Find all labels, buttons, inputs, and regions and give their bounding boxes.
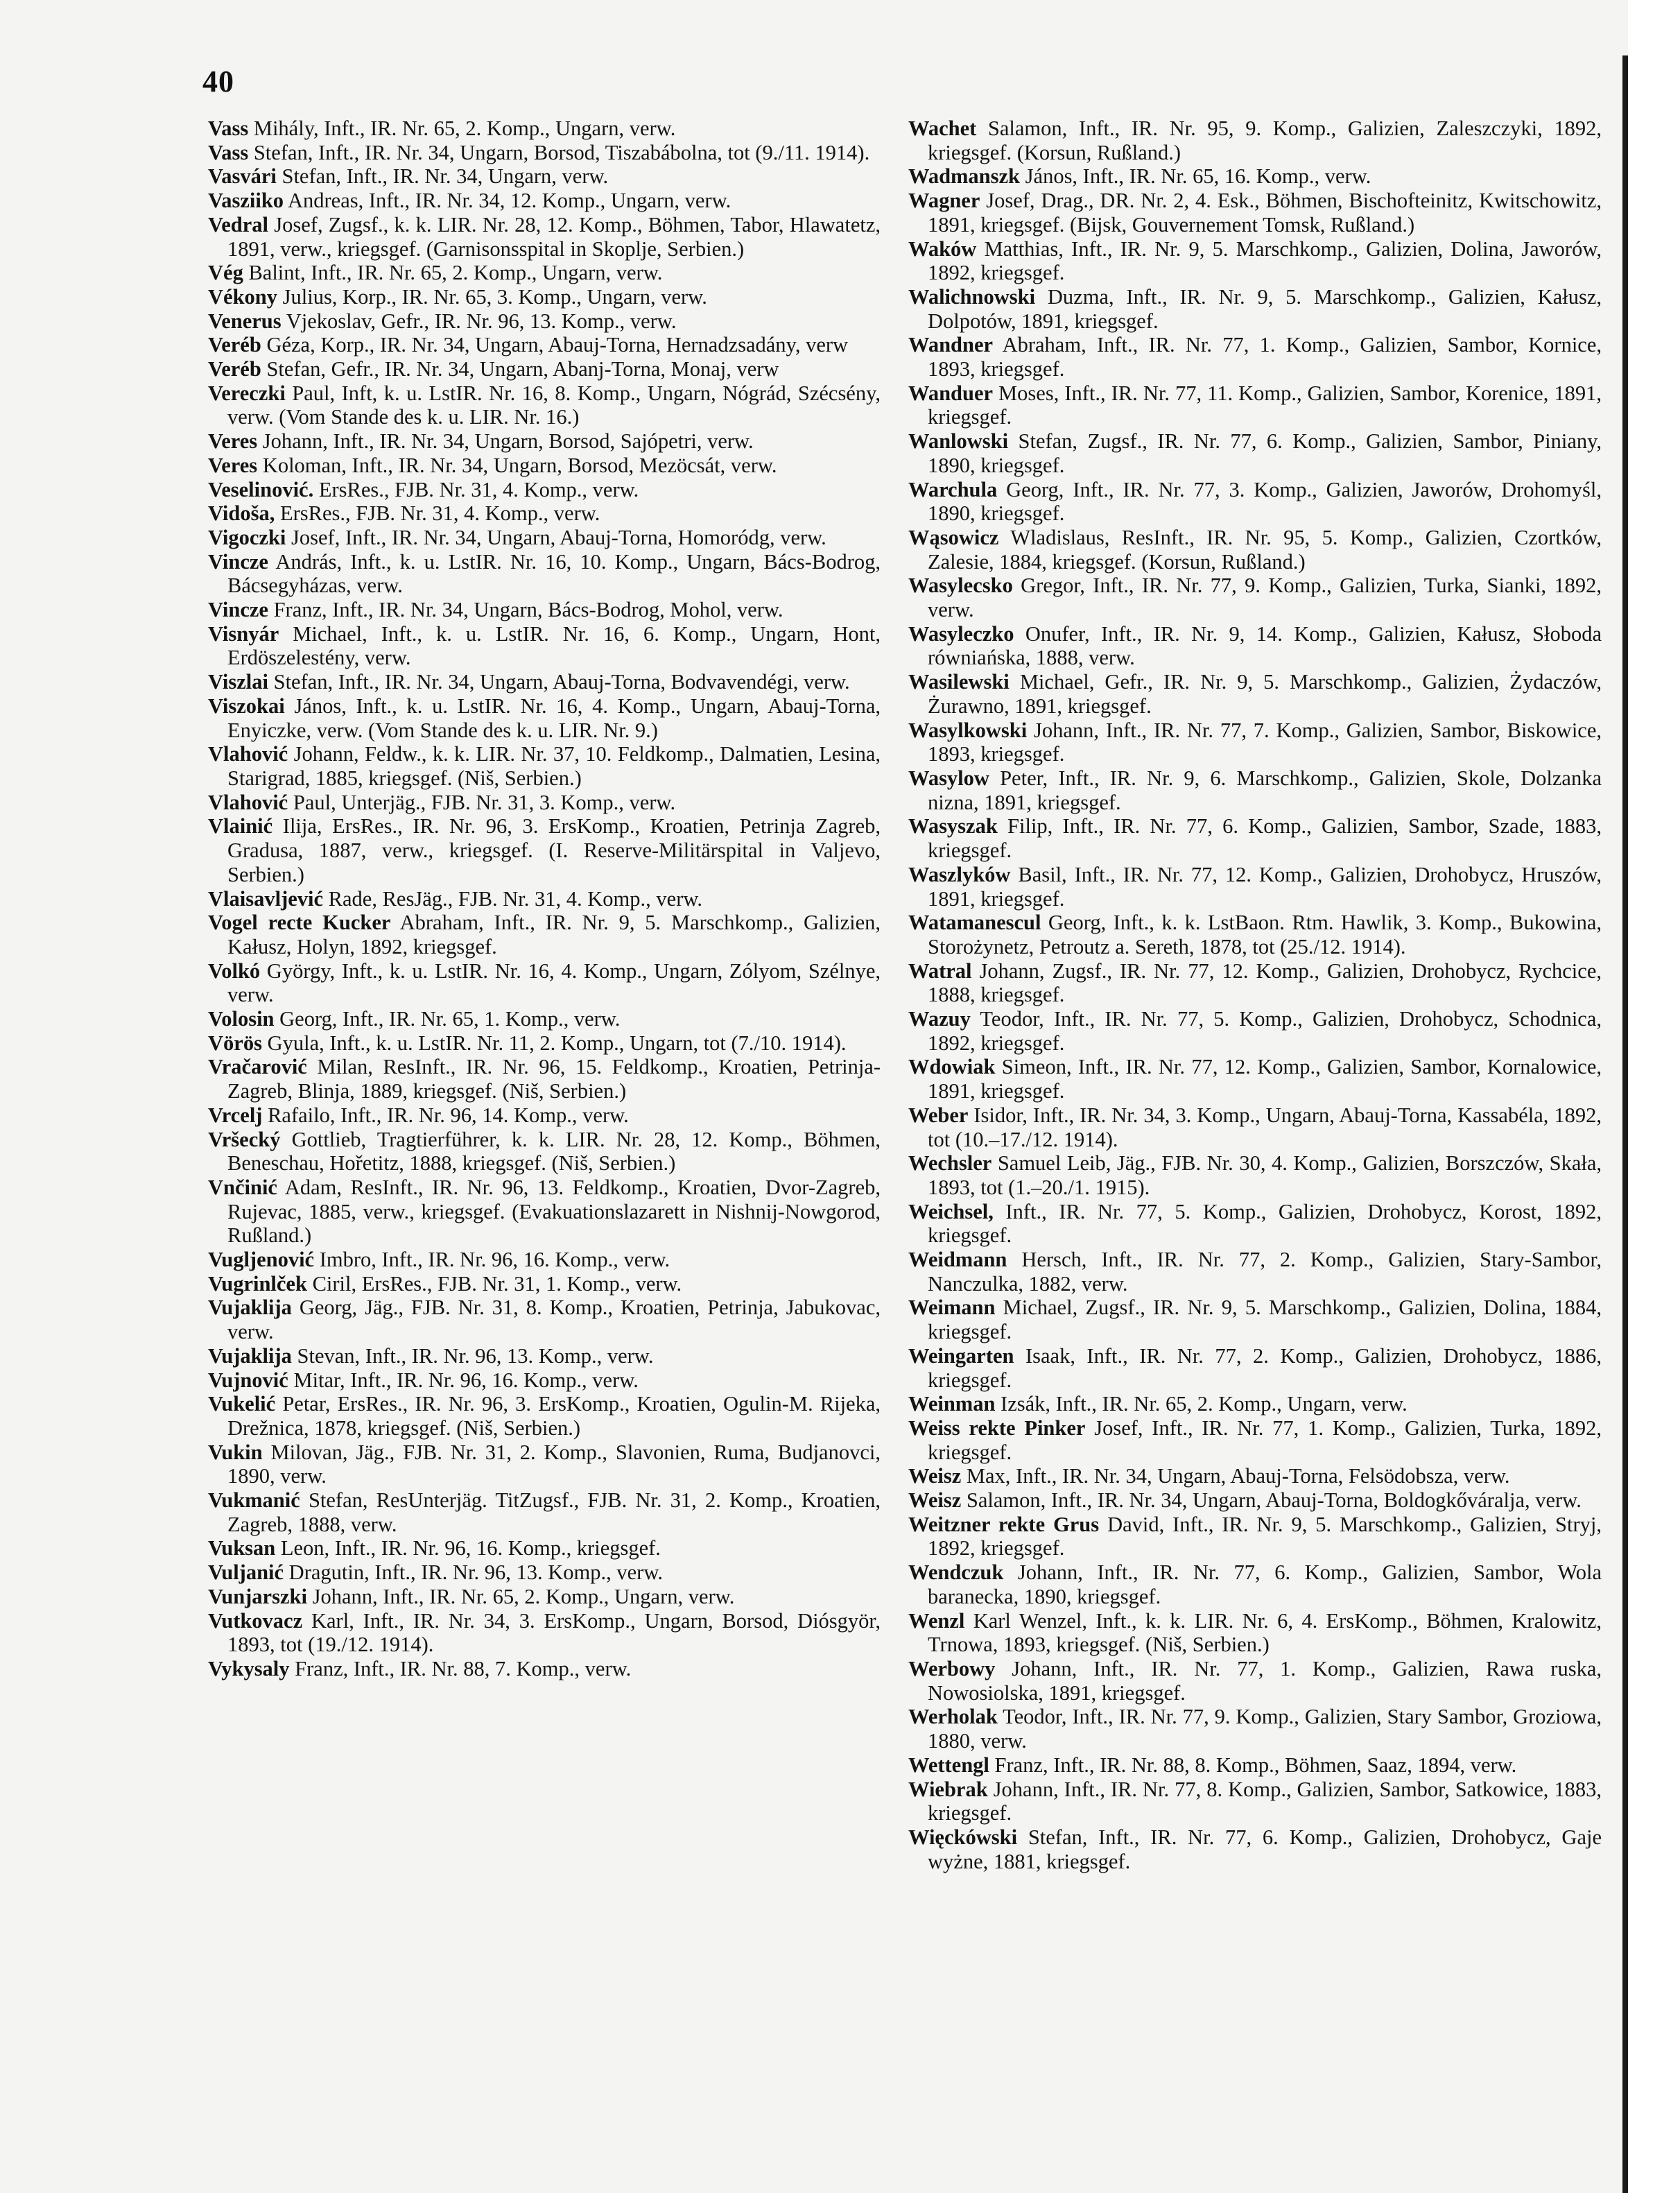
page-number: 40: [202, 64, 234, 98]
entry-surname: Weidmann: [908, 1248, 1007, 1272]
entry-surname: Volkó: [208, 958, 261, 983]
entry-surname: Veres: [208, 453, 258, 477]
list-entry: [908, 1560, 1602, 1608]
entry-details: Vjekoslav, Gefr., IR. Nr. 96, 13. Komp., verw.: [281, 309, 677, 333]
entry-details: Peter, Inft., IR. Nr. 9, 6. Marschkomp., Galizien, Skole, Dolzanka nizna, 1891, kriegsgef.: [928, 766, 1602, 814]
list-entry: [208, 1272, 881, 1296]
entry-details: Stefan, Inft., IR. Nr. 77, 6. Komp., Galizien, Drohobycz, Gaje wyżne, 1881, kriegsgef.: [928, 1825, 1602, 1873]
entry-surname: Vigoczki: [208, 525, 286, 549]
list-entry: [208, 1657, 881, 1681]
entry-details: Géza, Korp., IR. Nr. 34, Ungarn, Abauj-Torna, Hernadzsadány, verw: [261, 333, 849, 357]
entry-details: Johann, Inft., IR. Nr. 77, 7. Komp., Galizien, Sambor, Biskowice, 1893, kriegsgef.: [928, 718, 1602, 766]
entry-details: Ilija, ErsRes., IR. Nr. 96, 3. ErsKomp., Kroatien, Petrinja Zagreb, Gradusa, 1887, verw., kriegsgef. (I. Reserve-Militärspital in Valjevo, Serbien.): [227, 814, 881, 886]
entry-details: Rade, ResJäg., FJB. Nr. 31, 4. Komp., verw.: [323, 886, 703, 911]
list-entry: [208, 742, 881, 790]
entry-surname: Wagner: [908, 189, 980, 213]
entry-surname: Veréb: [208, 333, 261, 357]
entry-surname: Vukelić: [208, 1392, 276, 1416]
list-entry: [208, 1296, 881, 1343]
list-entry: [208, 694, 881, 742]
entry-surname: Weimann: [908, 1296, 996, 1320]
entry-details: Rafailo, Inft., IR. Nr. 96, 14. Komp., verw.: [262, 1103, 629, 1127]
list-entry: [908, 478, 1602, 526]
entry-surname: Vékony: [208, 284, 277, 309]
entry-surname: Weingarten: [908, 1343, 1014, 1368]
list-entry: [208, 1609, 881, 1657]
entry-details: János, Inft., IR. Nr. 65, 16. Komp., verw.: [1020, 164, 1371, 189]
entry-surname: Vidoša,: [208, 501, 275, 526]
entry-details: Stefan, Inft., IR. Nr. 34, Ungarn, Abauj-Torna, Bodvavendégi, verw.: [268, 670, 850, 694]
entry-surname: Wasyszak: [908, 814, 998, 839]
entry-surname: Volosin: [208, 1007, 275, 1031]
entry-details: Mihály, Inft., IR. Nr. 65, 2. Komp., Ungarn, verw.: [248, 117, 676, 140]
entry-surname: Wandner: [908, 333, 994, 357]
list-entry: [908, 429, 1602, 477]
entry-details: Izsák, Inft., IR. Nr. 65, 2. Komp., Ungarn, verw.: [995, 1392, 1408, 1416]
entry-surname: Vršecký: [208, 1127, 281, 1151]
list-entry: [908, 719, 1602, 766]
entry-surname: Vrcelj: [208, 1103, 263, 1127]
entry-surname: Wechsler: [908, 1151, 992, 1176]
list-entry: [208, 478, 881, 502]
entry-details: Mitar, Inft., IR. Nr. 96, 16. Komp., verw.: [288, 1368, 639, 1392]
entry-surname: Vunjarszki: [208, 1584, 307, 1608]
entry-surname: Werholak: [908, 1705, 998, 1729]
list-entry: [908, 863, 1602, 911]
list-entry: [908, 333, 1602, 381]
entry-surname: Vugrinlček: [208, 1271, 307, 1296]
entry-surname: Weber: [908, 1103, 969, 1127]
entry-details: Paul, Inft, k. u. LstIR. Nr. 16, 8. Komp., Ungarn, Nógrád, Szécsény, verw. (Vom Stande des k. u. LIR. Nr. 16.): [227, 381, 881, 429]
entry-surname: Werbowy: [908, 1657, 996, 1680]
list-entry: [208, 1176, 881, 1248]
list-entry: [208, 550, 881, 598]
entry-details: Dragutin, Inft., IR. Nr. 96, 13. Komp., verw.: [284, 1560, 663, 1585]
entry-surname: Vlaisavljević: [208, 886, 324, 911]
entry-surname: Viszokai: [208, 694, 285, 718]
entry-details: Koloman, Inft., IR. Nr. 34, Ungarn, Borsod, Mezöcsát, verw.: [257, 453, 777, 477]
entry-details: Karl Wenzel, Inft., k. k. LIR. Nr. 6, 4. ErsKomp., Böhmen, Kralowitz, Trnowa, 1893, kriegsgef. (Niš, Serbien.): [928, 1608, 1602, 1657]
list-entry: [908, 1464, 1602, 1488]
entry-details: Franz, Inft., IR. Nr. 88, 7. Komp., verw.: [289, 1657, 632, 1680]
entry-surname: Vlainić: [208, 814, 273, 839]
list-entry: [208, 1031, 881, 1056]
entry-surname: Vukin: [208, 1440, 263, 1464]
list-entry: [908, 1416, 1602, 1464]
entry-details: András, Inft., k. u. LstIR. Nr. 16, 10. Komp., Ungarn, Bács-Bodrog, Bácsegyházas, verw.: [227, 549, 881, 598]
list-entry: [908, 1609, 1602, 1657]
list-entry: [908, 1296, 1602, 1343]
entry-details: Johann, Inft., IR. Nr. 34, Ungarn, Borsod, Sajópetri, verw.: [257, 429, 754, 454]
entry-surname: Wasilewski: [908, 670, 1010, 694]
entry-details: Moses, Inft., IR. Nr. 77, 11. Komp., Galizien, Sambor, Korenice, 1891, kriegsgef.: [928, 381, 1602, 429]
entry-surname: Vukmanić: [208, 1488, 300, 1513]
entry-surname: Vnčinić: [208, 1175, 277, 1199]
entry-details: Josef, Inft., IR. Nr. 77, 1. Komp., Galizien, Turka, 1892, kriegsgef.: [928, 1416, 1602, 1464]
list-entry: [208, 1536, 881, 1560]
list-entry: [908, 814, 1602, 862]
list-entry: [908, 911, 1602, 958]
entry-surname: Weinman: [908, 1392, 996, 1416]
entry-surname: Venerus: [208, 309, 282, 333]
list-entry: [208, 791, 881, 815]
entry-surname: Vračarović: [208, 1055, 307, 1079]
entry-details: Adam, ResInft., IR. Nr. 96, 13. Feldkomp., Kroatien, Dvor-Zagreb, Rujevac, 1885, verw., kriegsgef. (Evakuationslazarett in Nishnij-Nowgorod, Rußland.): [227, 1175, 881, 1248]
entry-surname: Weisz: [908, 1464, 962, 1488]
entry-surname: Vincze: [208, 549, 268, 574]
entry-surname: Waszlyków: [908, 862, 1011, 886]
entry-surname: Wanduer: [908, 381, 994, 405]
entry-details: Wladislaus, ResInft., IR. Nr. 95, 5. Komp., Galizien, Czortków, Zalesie, 1884, kriegsgef. (Korsun, Rußland.): [928, 525, 1602, 574]
entry-surname: Wąsowicz: [908, 525, 999, 549]
list-entry: [208, 501, 881, 526]
entry-surname: Vég: [208, 261, 243, 285]
entry-details: Abraham, Inft., IR. Nr. 77, 1. Komp., Galizien, Sambor, Kornice, 1893, kriegsgef.: [928, 333, 1602, 381]
entry-surname: Wettengl: [908, 1753, 989, 1777]
entry-surname: Walichnowski: [908, 284, 1036, 309]
entry-surname: Wasylow: [908, 766, 989, 790]
entry-surname: Veréb: [208, 357, 261, 381]
entry-details: Stefan, Inft., IR. Nr. 34, Ungarn, verw.: [276, 164, 609, 189]
entry-surname: Wenzl: [908, 1608, 965, 1633]
entry-details: Hersch, Inft., IR. Nr. 77, 2. Komp., Galizien, Stary-Sambor, Nanczulka, 1882, verw.: [928, 1248, 1602, 1296]
entry-details: Max, Inft., IR. Nr. 34, Ungarn, Abauj-Torna, Felsödobsza, verw.: [961, 1464, 1510, 1488]
list-entry: [908, 1344, 1602, 1392]
entry-details: Stefan, ResUnterjäg. TitZugsf., FJB. Nr. 31, 2. Komp., Kroatien, Zagreb, 1888, verw.: [227, 1488, 881, 1536]
list-entry: [208, 1103, 881, 1128]
list-entry: [208, 189, 881, 213]
list-entry: [908, 1488, 1602, 1513]
entry-surname: Visnyár: [208, 621, 279, 646]
entry-surname: Vlahović: [208, 742, 288, 766]
entry-details: Isaak, Inft., IR. Nr. 77, 2. Komp., Galizien, Drohobycz, 1886, kriegsgef.: [928, 1343, 1602, 1392]
list-entry: [208, 333, 881, 357]
entry-details: Andreas, Inft., IR. Nr. 34, 12. Komp., Ungarn, verw.: [284, 189, 731, 213]
entry-surname: Wasyleczko: [908, 621, 1014, 646]
list-entry: [208, 117, 881, 141]
list-entry: [208, 261, 881, 285]
entry-details: Franz, Inft., IR. Nr. 88, 8. Komp., Böhmen, Saaz, 1894, verw.: [989, 1753, 1517, 1777]
entry-details: Georg, Inft., IR. Nr. 65, 1. Komp., verw.: [274, 1007, 621, 1031]
list-entry: [908, 1103, 1602, 1151]
list-entry: [908, 1513, 1602, 1560]
list-entry: [208, 213, 881, 261]
entry-surname: Vugljenović: [208, 1248, 315, 1272]
entry-surname: Weichsel,: [908, 1199, 994, 1223]
list-entry: [908, 1200, 1602, 1248]
entry-details: Gyula, Inft., k. u. LstIR. Nr. 11, 2. Komp., Ungarn, tot (7./10. 1914).: [261, 1031, 847, 1055]
entry-details: Johann, Inft., IR. Nr. 77, 8. Komp., Galizien, Sambor, Satkowice, 1883, kriegsgef.: [928, 1777, 1602, 1825]
entry-details: Michael, Inft., k. u. LstIR. Nr. 16, 6. Komp., Ungarn, Hont, Erdöszelestény, verw.: [227, 621, 881, 670]
list-entry: [208, 911, 881, 958]
entry-details: Johann, Inft., IR. Nr. 65, 2. Komp., Ungarn, verw.: [306, 1584, 735, 1608]
list-entry: [908, 189, 1602, 237]
entry-surname: Vincze: [208, 598, 268, 622]
entry-details: David, Inft., IR. Nr. 9, 5. Marschkomp., Galizien, Stryj, 1892, kriegsgef.: [928, 1512, 1602, 1560]
entry-details: Filip, Inft., IR. Nr. 77, 6. Komp., Galizien, Sambor, Szade, 1883, kriegsgef.: [928, 814, 1602, 863]
entry-surname: Vuksan: [208, 1536, 276, 1560]
entry-surname: Viszlai: [208, 670, 268, 694]
list-entry: [908, 1825, 1602, 1873]
entry-details: Milovan, Jäg., FJB. Nr. 31, 2. Komp., Slavonien, Ruma, Budjanovci, 1890, verw.: [227, 1440, 881, 1488]
entry-surname: Vörös: [208, 1031, 262, 1055]
entry-surname: Vedral: [208, 212, 268, 237]
entry-surname: Vutkovacz: [208, 1608, 303, 1633]
entry-details: Stefan, Gefr., IR. Nr. 34, Ungarn, Abanj-Torna, Monaj, verw: [261, 357, 779, 381]
list-entry: [908, 1392, 1602, 1416]
entry-surname: Vykysaly: [208, 1657, 290, 1680]
entry-details: Josef, Inft., IR. Nr. 34, Ungarn, Abauj-Torna, Homoródg, verw.: [286, 525, 826, 549]
list-entry: [208, 309, 881, 334]
entry-surname: Vereczki: [208, 381, 286, 405]
entry-details: Leon, Inft., IR. Nr. 96, 16. Komp., kriegsgef.: [275, 1536, 661, 1560]
entry-surname: Wazuy: [908, 1007, 971, 1031]
list-entry: [208, 670, 881, 694]
list-entry: [908, 1248, 1602, 1296]
entry-surname: Wasylecsko: [908, 574, 1013, 598]
list-entry: [908, 1007, 1602, 1055]
list-entry: [208, 429, 881, 454]
entry-details: Milan, ResInft., IR. Nr. 96, 15. Feldkomp., Kroatien, Petrinja-Zagreb, Blinja, 1889, kriegsgef. (Niš, Serbien.): [227, 1055, 881, 1103]
entry-surname: Waków: [908, 237, 977, 261]
list-entry: [208, 1560, 881, 1585]
entry-details: Gottlieb, Tragtierführer, k. k. LIR. Nr. 28, 12. Komp., Böhmen, Beneschau, Hořetitz, 1888, kriegsgef. (Niš, Serbien.): [227, 1127, 881, 1176]
list-entry: [908, 1753, 1602, 1778]
list-entry: [208, 454, 881, 478]
entry-surname: Wendczuk: [908, 1560, 1004, 1585]
entry-surname: Vasziiko: [208, 189, 284, 213]
entry-details: Abraham, Inft., IR. Nr. 9, 5. Marschkomp., Galizien, Kałusz, Holyn, 1892, kriegsgef.: [227, 911, 881, 958]
entry-details: Michael, Gefr., IR. Nr. 9, 5. Marschkomp., Galizien, Żydaczów, Żurawno, 1891, kriegsgef.: [928, 670, 1602, 718]
list-entry: [908, 1705, 1602, 1753]
entry-details: György, Inft., k. u. LstIR. Nr. 16, 4. Komp., Ungarn, Zólyom, Szélnye, verw.: [227, 958, 881, 1007]
list-entry: [208, 285, 881, 309]
entry-details: János, Inft., k. u. LstIR. Nr. 16, 4. Komp., Ungarn, Abauj-Torna, Enyiczke, verw. (Vom Stande des k. u. LIR. Nr. 9.): [227, 694, 881, 742]
entry-surname: Weiss rekte Pinker: [908, 1416, 1086, 1440]
entry-details: Johann, Zugsf., IR. Nr. 77, 12. Komp., Galizien, Drohobycz, Rychcice, 1888, kriegsgef.: [928, 958, 1602, 1007]
list-entry: [208, 598, 881, 622]
entry-surname: Vass: [208, 140, 249, 164]
list-entry: [208, 1368, 881, 1393]
entry-surname: Weitzner rekte Grus: [908, 1512, 1100, 1536]
entry-surname: Wadmanszk: [908, 164, 1021, 189]
entry-surname: Vlahović: [208, 790, 288, 814]
list-entry: [908, 164, 1602, 189]
entry-details: Salamon, Inft., IR. Nr. 95, 9. Komp., Galizien, Zaleszczyki, 1892, kriegsgef. (Korsun, Rußland.): [928, 117, 1602, 164]
list-entry: [908, 1151, 1602, 1199]
entry-details: Julius, Korp., IR. Nr. 65, 3. Komp., Ungarn, verw.: [277, 284, 707, 309]
list-entry: [908, 285, 1602, 333]
entry-surname: Vujaklija: [208, 1343, 292, 1368]
list-entry: [208, 381, 881, 429]
entry-surname: Weisz: [908, 1488, 962, 1513]
entry-details: Paul, Unterjäg., FJB. Nr. 31, 3. Komp., verw.: [288, 790, 676, 814]
entry-details: Teodor, Inft., IR. Nr. 77, 5. Komp., Galizien, Drohobycz, Schodnica, 1892, kriegsgef.: [928, 1007, 1602, 1055]
list-entry: [908, 766, 1602, 814]
entry-surname: Veres: [208, 429, 258, 454]
entry-details: Josef, Zugsf., k. k. LIR. Nr. 28, 12. Komp., Böhmen, Tabor, Hlawatetz, 1891, verw., kriegsgef. (Garnisonsspital in Skoplje, Serbien.): [227, 212, 881, 261]
list-entry: [208, 1128, 881, 1176]
entry-details: Georg, Inft., k. k. LstBaon. Rtm. Hawlik, 3. Komp., Bukowina, Storożynetz, Petroutz a. Sereth, 1878, tot (25./12. 1914).: [928, 911, 1602, 958]
entry-surname: Watral: [908, 958, 972, 983]
entry-details: Isidor, Inft., IR. Nr. 34, 3. Komp., Ungarn, Abauj-Torna, Kassabéla, 1892, tot (10.–17./12. 1914).: [928, 1103, 1602, 1151]
entry-details: Balint, Inft., IR. Nr. 65, 2. Komp., Ungarn, verw.: [243, 261, 663, 285]
list-entry: [208, 1055, 881, 1103]
entry-details: Basil, Inft., IR. Nr. 77, 12. Komp., Galizien, Drohobycz, Hruszów, 1891, kriegsgef.: [928, 862, 1602, 911]
entry-surname: Vuljanić: [208, 1560, 284, 1585]
entry-details: Onufer, Inft., IR. Nr. 9, 14. Komp., Galizien, Kałusz, Słoboda równiańska, 1888, verw.: [928, 621, 1602, 670]
entry-details: Georg, Inft., IR. Nr. 77, 3. Komp., Galizien, Jaworów, Drohomyśl, 1890, kriegsgef.: [928, 477, 1602, 526]
page-edge-shadow: [1622, 55, 1628, 2193]
list-entry: [208, 1585, 881, 1609]
list-entry: [908, 1657, 1602, 1705]
entry-surname: Wanlowski: [908, 429, 1009, 454]
list-entry: [208, 887, 881, 911]
entry-details: Imbro, Inft., IR. Nr. 96, 16. Komp., verw.: [314, 1248, 670, 1272]
entry-surname: Więckówski: [908, 1825, 1018, 1849]
entry-details: Stefan, Zugsf., IR. Nr. 77, 6. Komp., Galizien, Sambor, Piniany, 1890, kriegsgef.: [928, 429, 1602, 477]
list-entry: [208, 814, 881, 886]
list-entry: [208, 141, 881, 165]
list-entry: [908, 622, 1602, 670]
entry-surname: Vasvári: [208, 164, 277, 189]
entry-details: Michael, Zugsf., IR. Nr. 9, 5. Marschkomp., Galizien, Dolina, 1884, kriegsgef.: [928, 1296, 1602, 1344]
entry-details: Johann, Feldw., k. k. LIR. Nr. 37, 10. Feldkomp., Dalmatien, Lesina, Starigrad, 1885, kriegsgef. (Niš, Serbien.): [227, 742, 881, 790]
list-entry: [908, 1778, 1602, 1825]
left-column: [208, 117, 881, 1681]
list-entry: [208, 959, 881, 1007]
entry-details: Johann, Inft., IR. Nr. 77, 6. Komp., Galizien, Sambor, Wola baranecka, 1890, kriegsgef.: [928, 1560, 1602, 1608]
entry-details: Stevan, Inft., IR. Nr. 96, 13. Komp., verw.: [291, 1343, 654, 1368]
entry-details: Georg, Jäg., FJB. Nr. 31, 8. Komp., Kroatien, Petrinja, Jabukovac, verw.: [227, 1296, 881, 1344]
list-entry: [208, 1344, 881, 1368]
entry-surname: Vujnović: [208, 1368, 288, 1392]
entry-details: Karl, Inft., IR. Nr. 34, 3. ErsKomp., Ungarn, Borsod, Diósgyör, 1893, tot (19./12. 1914).: [227, 1608, 881, 1657]
entry-surname: Vujaklija: [208, 1296, 292, 1320]
list-entry: [208, 164, 881, 189]
list-entry: [208, 1392, 881, 1440]
right-column: [908, 117, 1602, 1873]
entry-details: Petar, ErsRes., IR. Nr. 96, 3. ErsKomp., Kroatien, Ogulin-M. Rijeka, Drežnica, 1878, kriegsgef. (Niš, Serbien.): [227, 1392, 881, 1440]
entry-details: Josef, Drag., DR. Nr. 2, 4. Esk., Böhmen, Bischofteinitz, Kwitschowitz, 1891, kriegsgef. (Bijsk, Gouvernement Tomsk, Rußland.): [928, 189, 1602, 237]
list-entry: [908, 526, 1602, 574]
entry-surname: Warchula: [908, 477, 998, 501]
entry-surname: Vogel recte Kucker: [208, 911, 391, 935]
entry-details: Matthias, Inft., IR. Nr. 9, 5. Marschkomp., Galizien, Dolina, Jaworów, 1892, kriegsgef.: [928, 237, 1602, 285]
list-entry: [908, 237, 1602, 285]
list-entry: [208, 1440, 881, 1488]
list-entry: [908, 574, 1602, 621]
entry-surname: Wasylkowski: [908, 718, 1028, 742]
entry-surname: Vass: [208, 117, 249, 140]
entry-details: Teodor, Inft., IR. Nr. 77, 9. Komp., Galizien, Stary Sambor, Groziowa, 1880, verw.: [928, 1705, 1602, 1753]
list-entry: [208, 357, 881, 381]
list-entry: [908, 381, 1602, 429]
entry-surname: Watamanescul: [908, 911, 1041, 935]
entry-details: Johann, Inft., IR. Nr. 77, 1. Komp., Galizien, Rawa ruska, Nowosiolska, 1891, kriegsgef.: [928, 1657, 1602, 1705]
entry-details: ErsRes., FJB. Nr. 31, 4. Komp., verw.: [275, 501, 600, 526]
entry-details: Franz, Inft., IR. Nr. 34, Ungarn, Bács-Bodrog, Mohol, verw.: [268, 598, 783, 622]
entry-surname: Veselinović.: [208, 477, 314, 501]
list-entry: [208, 1007, 881, 1031]
entry-details: Inft., IR. Nr. 77, 5. Komp., Galizien, Drohobycz, Korost, 1892, kriegsgef.: [928, 1199, 1602, 1248]
entry-details: Samuel Leib, Jäg., FJB. Nr. 30, 4. Komp., Galizien, Borszczów, Skała, 1893, tot (1.–20./1. 1915).: [928, 1151, 1602, 1199]
list-entry: [908, 959, 1602, 1007]
entry-details: Ciril, ErsRes., FJB. Nr. 31, 1. Komp., verw.: [306, 1271, 682, 1296]
entry-surname: Wdowiak: [908, 1055, 996, 1079]
list-entry: [908, 670, 1602, 718]
list-entry: [908, 1055, 1602, 1103]
list-entry: [208, 1248, 881, 1272]
entry-surname: Wiebrak: [908, 1777, 988, 1801]
list-entry: [908, 117, 1602, 164]
entry-details: Gregor, Inft., IR. Nr. 77, 9. Komp., Galizien, Turka, Sianki, 1892, verw.: [928, 574, 1602, 622]
entry-details: Stefan, Inft., IR. Nr. 34, Ungarn, Borsod, Tiszabábolna, tot (9./11. 1914).: [248, 140, 870, 164]
list-entry: [208, 622, 881, 670]
entry-details: Simeon, Inft., IR. Nr. 77, 12. Komp., Galizien, Sambor, Kornalowice, 1891, kriegsgef.: [928, 1055, 1602, 1103]
list-entry: [208, 526, 881, 550]
entry-details: Duzma, Inft., IR. Nr. 9, 5. Marschkomp., Galizien, Kałusz, Dolpotów, 1891, kriegsgef.: [928, 284, 1602, 333]
list-entry: [208, 1488, 881, 1536]
entry-details: Salamon, Inft., IR. Nr. 34, Ungarn, Abauj-Torna, Boldogkőváralja, verw.: [961, 1488, 1582, 1513]
right-margin: [1628, 0, 1680, 2193]
entry-details: ErsRes., FJB. Nr. 31, 4. Komp., verw.: [313, 477, 639, 501]
entry-surname: Wachet: [908, 117, 977, 140]
